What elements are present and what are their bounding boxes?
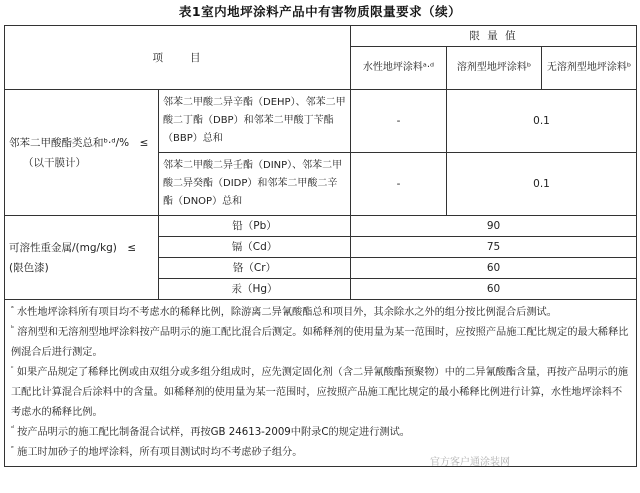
footnote-b — [11, 323, 630, 363]
footnote-a — [11, 303, 630, 323]
phthalate-row-2-name: 邻苯二甲酸二异壬酯（DINP）、邻苯二甲酸二异癸酯（DIDP）和邻苯二甲酸二辛酯（DNOP）总和 — [159, 153, 351, 216]
phthalate-category-label: 邻苯二甲酸酯类总和ᵇ·ᵈ/% ≤ — [9, 136, 149, 149]
footnote-d-text: 按产品明示的施工配比制备混合试样，再按GB 24613-2009中附录C的规定进行测试。 — [17, 427, 410, 438]
footnote-d-mark: ᵈ — [11, 424, 14, 433]
metal-row-hg-value: 60 — [351, 279, 637, 300]
header-item: 项 目 — [5, 26, 351, 90]
metal-row-cd-name: 镉（Cd） — [159, 237, 351, 258]
footnote-a-mark: ᵃ — [11, 304, 14, 313]
metal-category-label: 可溶性重金属/(mg/kg) ≤ — [9, 241, 137, 254]
header-water: 水性地坪涂料ᵃ·ᵈ — [351, 47, 447, 90]
metal-row-cr-name: 铬（Cr） — [159, 258, 351, 279]
footnote-b-text: 溶剂型和无溶剂型地坪涂料按产品明示的施工配比混合后测定。如稀释剂的使用量为某一范围时，应按照产品施工配比规定的最大稀释比例混合后进行测定。 — [11, 327, 629, 358]
footnote-e — [11, 443, 630, 463]
footnote-d — [11, 423, 630, 443]
header-solvent: 溶剂型地坪涂料ᵇ — [447, 47, 542, 90]
watermark: 官方客户通涂装网 — [430, 457, 510, 468]
phthalate-category-note: （以干膜计） — [23, 156, 86, 169]
table-title: 表1室内地坪涂料产品中有害物质限量要求（续） — [178, 4, 462, 19]
header-solventless: 无溶剂型地坪涂料ᵇ — [542, 47, 637, 90]
header-limit: 限 量 值 — [351, 26, 637, 47]
footnote-c-mark: ᶜ — [11, 364, 14, 373]
metal-row-hg-name: 汞（Hg） — [159, 279, 351, 300]
metal-category — [5, 216, 159, 300]
metal-row-pb-value: 90 — [351, 216, 637, 237]
metal-row-cr-value: 60 — [351, 258, 637, 279]
metal-category-note: (限色漆) — [9, 261, 49, 274]
phthalate-row-1-water: - — [351, 90, 447, 153]
footnote-c — [11, 363, 630, 423]
phthalate-row-2-value: 0.1 — [447, 153, 637, 216]
footnote-a-text: 水性地坪涂料所有项目均不考虑水的稀释比例，除游离二异氰酸酯总和项目外，其余除水之外的组分按比例混合后测试。 — [17, 307, 557, 318]
phthalate-row-1-value: 0.1 — [447, 90, 637, 153]
footnote-e-text: 施工时加砂子的地坪涂料，所有项目测试时均不考虑砂子组分。 — [17, 447, 303, 458]
footnote-c-text: 如果产品规定了稀释比例或由双组分或多组分组成时，应先测定固化剂（含二异氰酸酯预聚物）中的二异氰酸酯含量，再按产品明示的施工配比计算混合后涂料中的含量。如稀释剂的使用量为某一范围时，应按照产品施工配比规定的最小稀释比例进行计算，水性地坪涂料不考虑水的稀释比例。 — [11, 367, 629, 418]
phthalate-row-1-name: 邻苯二甲酸二异辛酯（DEHP）、邻苯二甲酸二丁酯（DBP）和邻苯二甲酸丁苄酯（BBP）总和 — [159, 90, 351, 153]
footnotes — [5, 300, 637, 467]
phthalate-category — [5, 90, 159, 216]
footnote-b-mark: ᵇ — [11, 324, 14, 333]
phthalate-row-2-water: - — [351, 153, 447, 216]
metal-row-cd-value: 75 — [351, 237, 637, 258]
limits-table — [4, 25, 637, 467]
metal-row-pb-name: 铅（Pb） — [159, 216, 351, 237]
footnote-e-mark: ᵉ — [11, 444, 14, 453]
